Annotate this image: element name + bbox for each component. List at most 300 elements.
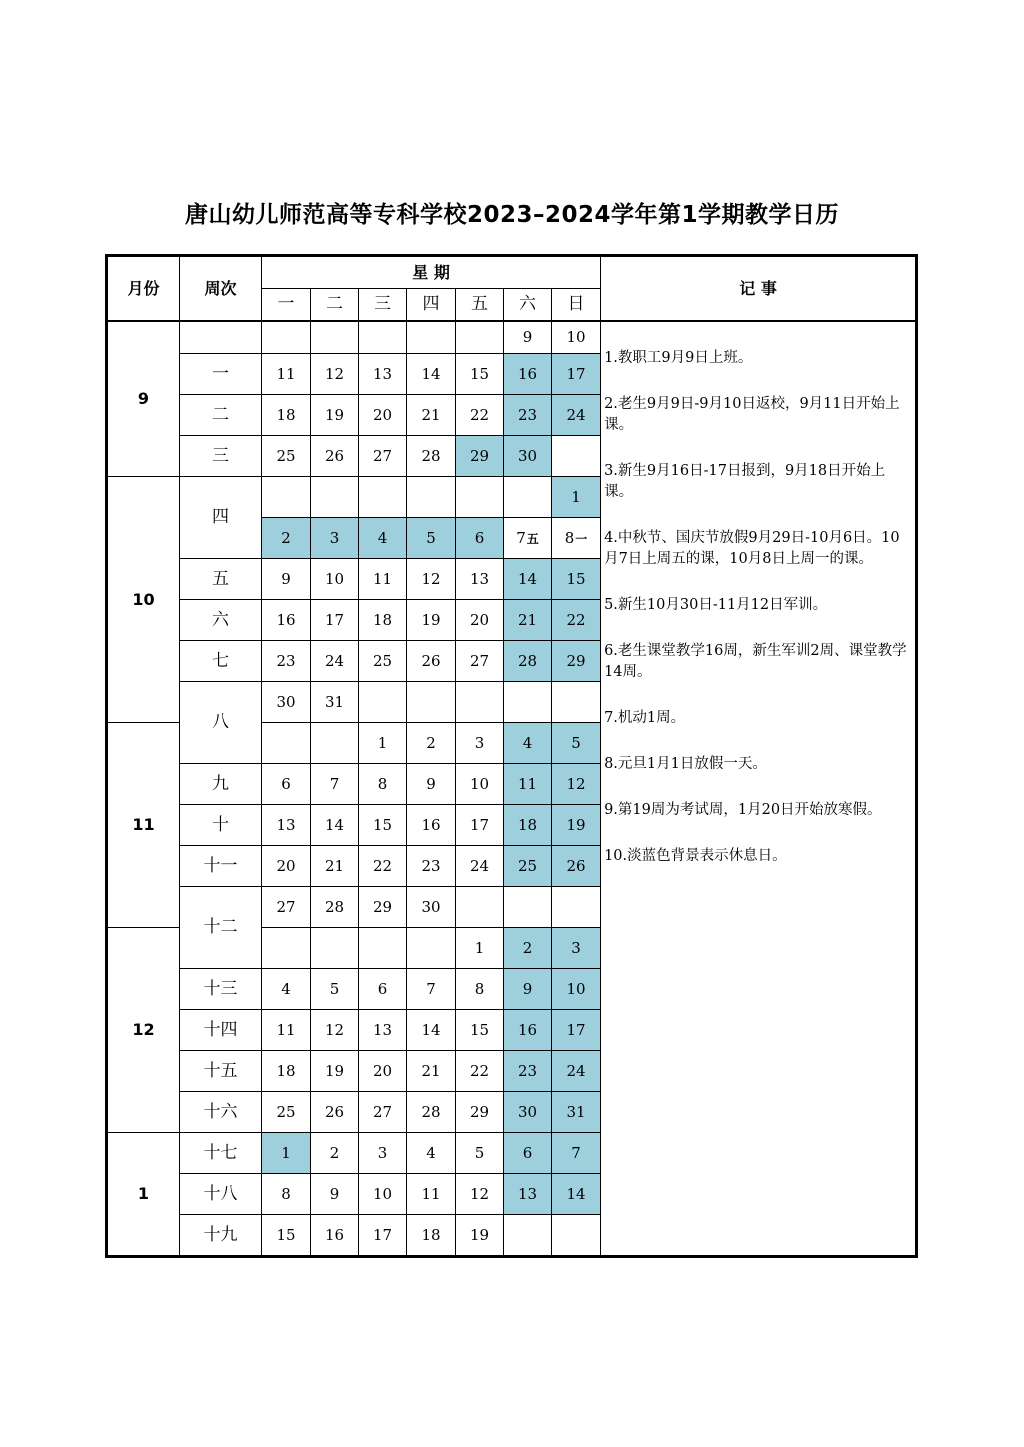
day-number: 2 bbox=[426, 733, 436, 752]
notes-cell bbox=[601, 321, 917, 1257]
day-cell bbox=[359, 1215, 407, 1257]
day-cell bbox=[456, 559, 504, 600]
day-cell bbox=[262, 641, 311, 682]
day-number: 4 bbox=[377, 528, 388, 547]
day-cell bbox=[359, 1092, 407, 1133]
day-cell bbox=[456, 395, 504, 436]
day-cell bbox=[359, 846, 407, 887]
day-number: 21 bbox=[421, 1061, 441, 1080]
day-cell bbox=[504, 395, 552, 436]
day-cell bbox=[456, 641, 504, 682]
day-number: 25 bbox=[517, 856, 538, 875]
day-cell bbox=[311, 436, 359, 477]
day-cell bbox=[262, 321, 311, 354]
day-cell bbox=[552, 1010, 601, 1051]
day-number: 12 bbox=[421, 569, 441, 588]
day-cell bbox=[262, 969, 311, 1010]
day-cell bbox=[359, 805, 407, 846]
day-cell bbox=[311, 600, 359, 641]
day-number: 13 bbox=[469, 569, 490, 588]
day-number: 18 bbox=[276, 405, 296, 424]
week-number-cell: 三 bbox=[180, 436, 262, 477]
day-number: 7 bbox=[329, 774, 340, 793]
day-number: 2 bbox=[281, 528, 291, 547]
day-number: 25 bbox=[276, 1102, 296, 1121]
day-cell bbox=[359, 395, 407, 436]
day-number: 5 bbox=[426, 528, 436, 547]
week-number-cell: 九 bbox=[180, 764, 262, 805]
day-cell bbox=[262, 1215, 311, 1257]
day-cell bbox=[407, 395, 456, 436]
day-cell bbox=[456, 1051, 504, 1092]
day-cell bbox=[407, 805, 456, 846]
day-cell bbox=[552, 1092, 601, 1133]
day-cell bbox=[262, 354, 311, 395]
day-cell bbox=[456, 928, 504, 969]
week-number-cell: 四 bbox=[180, 477, 262, 559]
day-number: 3 bbox=[571, 938, 581, 957]
header-month: 月份 bbox=[107, 256, 180, 322]
day-number: 18 bbox=[421, 1225, 441, 1244]
week-number-cell bbox=[180, 321, 262, 354]
day-number: 23 bbox=[517, 405, 538, 424]
day-cell bbox=[262, 928, 311, 969]
day-number: 17 bbox=[372, 1225, 393, 1244]
day-number: 21 bbox=[324, 856, 345, 875]
day-cell bbox=[262, 887, 311, 928]
day-number: 28 bbox=[517, 651, 538, 670]
day-cell bbox=[552, 1174, 601, 1215]
day-number: 7 bbox=[516, 528, 526, 547]
day-cell bbox=[456, 354, 504, 395]
header-weekday-group: 星 期 bbox=[262, 256, 601, 289]
day-number: 18 bbox=[372, 610, 393, 629]
day-cell bbox=[311, 354, 359, 395]
day-number: 6 bbox=[377, 979, 388, 998]
day-number: 20 bbox=[372, 405, 393, 424]
day-cell bbox=[359, 1174, 407, 1215]
day-number: 17 bbox=[566, 364, 586, 383]
day-number: 5 bbox=[329, 979, 340, 998]
header-notes: 记 事 bbox=[601, 256, 917, 322]
note-item: 7.机动1周。 bbox=[604, 710, 686, 726]
day-cell bbox=[359, 1051, 407, 1092]
day-number: 10 bbox=[324, 569, 345, 588]
week-number-cell: 十五 bbox=[180, 1051, 262, 1092]
day-cell bbox=[359, 1133, 407, 1174]
note-item: 9.第19周为考试周，1月20日开始放寒假。 bbox=[604, 802, 882, 818]
day-number: 17 bbox=[566, 1020, 586, 1039]
day-cell bbox=[262, 1174, 311, 1215]
week-number-cell: 十三 bbox=[180, 969, 262, 1010]
day-cell bbox=[359, 518, 407, 559]
day-cell bbox=[407, 321, 456, 354]
day-cell bbox=[262, 805, 311, 846]
day-cell bbox=[552, 518, 601, 559]
day-cell bbox=[552, 969, 601, 1010]
day-cell bbox=[504, 1051, 552, 1092]
day-cell bbox=[407, 641, 456, 682]
note-item: 6.老生课堂教学16周，新生军训2周、课堂教学14周。 bbox=[604, 643, 907, 680]
day-number: 20 bbox=[469, 610, 490, 629]
day-number: 13 bbox=[372, 364, 393, 383]
day-cell bbox=[504, 969, 552, 1010]
day-cell bbox=[359, 682, 407, 723]
day-number: 2 bbox=[329, 1143, 340, 1162]
day-number: 12 bbox=[324, 364, 345, 383]
note-item: 1.教职工9月9日上班。 bbox=[604, 350, 753, 366]
day-cell bbox=[552, 723, 601, 764]
day-number: 22 bbox=[566, 610, 586, 629]
day-number: 9 bbox=[329, 1184, 340, 1203]
day-cell bbox=[359, 1010, 407, 1051]
month-cell: 12 bbox=[107, 928, 180, 1133]
day-number: 29 bbox=[566, 651, 586, 670]
day-cell bbox=[552, 887, 601, 928]
day-number: 10 bbox=[566, 979, 586, 998]
makeup-day-marker: 五 bbox=[526, 531, 539, 546]
day-cell bbox=[456, 436, 504, 477]
day-cell bbox=[359, 641, 407, 682]
day-cell bbox=[504, 477, 552, 518]
day-cell bbox=[262, 395, 311, 436]
day-cell bbox=[311, 723, 359, 764]
day-cell bbox=[552, 600, 601, 641]
day-number: 11 bbox=[276, 1020, 296, 1039]
day-cell bbox=[359, 559, 407, 600]
day-cell bbox=[504, 1133, 552, 1174]
day-number: 15 bbox=[276, 1225, 296, 1244]
day-number: 16 bbox=[517, 1020, 538, 1039]
day-cell bbox=[504, 354, 552, 395]
day-cell bbox=[456, 1010, 504, 1051]
day-number: 24 bbox=[324, 651, 345, 670]
day-cell bbox=[359, 477, 407, 518]
day-number: 19 bbox=[324, 405, 345, 424]
day-number: 16 bbox=[324, 1225, 345, 1244]
day-number: 19 bbox=[324, 1061, 345, 1080]
day-number: 3 bbox=[329, 528, 340, 547]
day-number: 5 bbox=[571, 733, 581, 752]
day-number: 9 bbox=[522, 328, 533, 346]
day-number: 4 bbox=[522, 733, 533, 752]
day-number: 30 bbox=[517, 446, 538, 465]
week-number-cell: 一 bbox=[180, 354, 262, 395]
day-cell bbox=[311, 1215, 359, 1257]
day-cell bbox=[456, 518, 504, 559]
day-cell bbox=[407, 969, 456, 1010]
day-cell bbox=[359, 354, 407, 395]
day-number: 15 bbox=[372, 815, 393, 834]
day-number: 28 bbox=[421, 1102, 441, 1121]
day-cell bbox=[456, 1174, 504, 1215]
day-cell bbox=[552, 559, 601, 600]
day-number: 3 bbox=[474, 733, 485, 752]
day-number: 19 bbox=[421, 610, 441, 629]
week-number-cell: 五 bbox=[180, 559, 262, 600]
day-cell bbox=[262, 600, 311, 641]
day-cell bbox=[552, 436, 601, 477]
day-number: 9 bbox=[522, 979, 533, 998]
day-number: 24 bbox=[469, 856, 490, 875]
day-number: 29 bbox=[469, 446, 490, 465]
day-cell bbox=[407, 682, 456, 723]
day-cell bbox=[504, 1092, 552, 1133]
day-cell bbox=[504, 805, 552, 846]
day-number: 13 bbox=[276, 815, 296, 834]
day-cell bbox=[407, 600, 456, 641]
day-number: 31 bbox=[566, 1102, 586, 1121]
day-number: 7 bbox=[426, 979, 436, 998]
day-cell bbox=[504, 887, 552, 928]
week-number-cell: 二 bbox=[180, 395, 262, 436]
day-cell bbox=[311, 641, 359, 682]
day-number: 28 bbox=[421, 446, 441, 465]
day-cell bbox=[504, 682, 552, 723]
day-cell bbox=[456, 477, 504, 518]
day-cell bbox=[456, 969, 504, 1010]
week-number-cell: 七 bbox=[180, 641, 262, 682]
note-item: 8.元旦1月1日放假一天。 bbox=[604, 756, 767, 772]
week-number-cell: 八 bbox=[180, 682, 262, 764]
week-number-cell: 十九 bbox=[180, 1215, 262, 1257]
day-number: 2 bbox=[522, 938, 533, 957]
day-cell bbox=[407, 477, 456, 518]
day-cell bbox=[407, 1051, 456, 1092]
day-cell bbox=[262, 559, 311, 600]
day-number: 10 bbox=[566, 328, 586, 346]
day-cell bbox=[311, 887, 359, 928]
day-number: 7 bbox=[571, 1143, 581, 1162]
day-cell bbox=[456, 764, 504, 805]
day-cell bbox=[262, 1133, 311, 1174]
day-number: 6 bbox=[474, 528, 485, 547]
day-number: 16 bbox=[421, 815, 441, 834]
day-cell bbox=[262, 518, 311, 559]
note-item: 3.新生9月16日-17日报到，9月18日开始上课。 bbox=[604, 463, 886, 500]
day-cell bbox=[311, 764, 359, 805]
day-cell bbox=[456, 723, 504, 764]
day-number: 5 bbox=[474, 1143, 485, 1162]
note-item: 5.新生10月30日-11月12日军训。 bbox=[604, 597, 828, 613]
week-number-cell: 十六 bbox=[180, 1092, 262, 1133]
day-number: 20 bbox=[372, 1061, 393, 1080]
day-cell bbox=[552, 682, 601, 723]
day-number: 24 bbox=[566, 405, 586, 424]
day-cell bbox=[311, 1133, 359, 1174]
day-cell bbox=[407, 764, 456, 805]
day-number: 6 bbox=[281, 774, 291, 793]
day-number: 26 bbox=[324, 1102, 345, 1121]
day-cell bbox=[552, 1133, 601, 1174]
day-number: 15 bbox=[566, 569, 586, 588]
weekday-header-1: 一 bbox=[262, 289, 311, 322]
day-number: 24 bbox=[566, 1061, 586, 1080]
weekday-header-5: 五 bbox=[456, 289, 504, 322]
weekday-header-4: 四 bbox=[407, 289, 456, 322]
header-week: 周次 bbox=[180, 256, 262, 322]
day-number: 13 bbox=[517, 1184, 538, 1203]
day-number: 28 bbox=[324, 897, 345, 916]
day-cell bbox=[456, 887, 504, 928]
day-cell bbox=[552, 354, 601, 395]
day-number: 12 bbox=[566, 774, 586, 793]
day-number: 21 bbox=[517, 610, 538, 629]
day-number: 30 bbox=[517, 1102, 538, 1121]
day-cell bbox=[359, 764, 407, 805]
day-cell bbox=[407, 928, 456, 969]
day-number: 21 bbox=[421, 405, 441, 424]
day-number: 4 bbox=[281, 979, 291, 998]
day-number: 26 bbox=[324, 446, 345, 465]
day-cell bbox=[552, 846, 601, 887]
day-cell bbox=[456, 1215, 504, 1257]
day-cell bbox=[262, 477, 311, 518]
day-cell bbox=[311, 682, 359, 723]
day-cell bbox=[552, 395, 601, 436]
day-number: 30 bbox=[421, 897, 441, 916]
day-cell bbox=[311, 395, 359, 436]
day-cell bbox=[552, 764, 601, 805]
day-cell bbox=[552, 477, 601, 518]
week-number-cell: 十四 bbox=[180, 1010, 262, 1051]
day-cell bbox=[407, 846, 456, 887]
week-number-cell: 十七 bbox=[180, 1133, 262, 1174]
day-number: 1 bbox=[474, 938, 485, 957]
day-number: 18 bbox=[517, 815, 538, 834]
day-number: 12 bbox=[324, 1020, 345, 1039]
day-number: 16 bbox=[276, 610, 296, 629]
day-cell bbox=[262, 682, 311, 723]
day-number: 10 bbox=[469, 774, 490, 793]
day-cell bbox=[359, 969, 407, 1010]
day-number: 27 bbox=[469, 651, 490, 670]
day-number: 15 bbox=[469, 364, 490, 383]
day-number: 22 bbox=[469, 1061, 490, 1080]
day-number: 19 bbox=[566, 815, 586, 834]
day-cell bbox=[407, 887, 456, 928]
day-number: 14 bbox=[517, 569, 538, 588]
day-cell bbox=[262, 846, 311, 887]
day-cell bbox=[552, 1051, 601, 1092]
day-cell bbox=[407, 559, 456, 600]
day-cell bbox=[407, 436, 456, 477]
day-cell bbox=[407, 1133, 456, 1174]
day-number: 25 bbox=[276, 446, 296, 465]
day-number: 23 bbox=[276, 651, 296, 670]
day-number: 1 bbox=[377, 733, 388, 752]
day-cell bbox=[311, 321, 359, 354]
day-cell bbox=[359, 723, 407, 764]
day-number: 29 bbox=[372, 897, 393, 916]
day-number: 17 bbox=[324, 610, 345, 629]
day-number: 15 bbox=[469, 1020, 490, 1039]
day-cell bbox=[504, 436, 552, 477]
day-cell bbox=[504, 641, 552, 682]
day-cell bbox=[262, 436, 311, 477]
day-number: 9 bbox=[426, 774, 436, 793]
day-number: 10 bbox=[372, 1184, 393, 1203]
month-cell: 1 bbox=[107, 1133, 180, 1257]
day-cell bbox=[311, 477, 359, 518]
day-cell bbox=[262, 764, 311, 805]
day-cell bbox=[407, 723, 456, 764]
day-cell bbox=[552, 321, 601, 354]
day-cell bbox=[359, 928, 407, 969]
day-number: 3 bbox=[377, 1143, 388, 1162]
day-cell bbox=[456, 1092, 504, 1133]
day-number: 19 bbox=[469, 1225, 490, 1244]
day-number: 16 bbox=[517, 364, 538, 383]
day-cell bbox=[552, 928, 601, 969]
day-number: 1 bbox=[281, 1143, 291, 1162]
day-number: 13 bbox=[372, 1020, 393, 1039]
week-row bbox=[107, 321, 917, 354]
week-number-cell: 十八 bbox=[180, 1174, 262, 1215]
day-number: 11 bbox=[517, 774, 538, 793]
day-cell bbox=[311, 928, 359, 969]
day-cell bbox=[311, 1010, 359, 1051]
day-cell bbox=[456, 600, 504, 641]
day-number: 11 bbox=[372, 569, 393, 588]
week-number-cell: 十 bbox=[180, 805, 262, 846]
weekday-header-2: 二 bbox=[311, 289, 359, 322]
day-cell bbox=[407, 1010, 456, 1051]
day-cell bbox=[359, 600, 407, 641]
day-number: 22 bbox=[469, 405, 490, 424]
day-cell bbox=[262, 1010, 311, 1051]
day-number: 11 bbox=[421, 1184, 441, 1203]
week-number-cell: 十二 bbox=[180, 887, 262, 969]
day-number: 12 bbox=[469, 1184, 490, 1203]
day-number: 14 bbox=[421, 364, 441, 383]
week-number-cell: 十一 bbox=[180, 846, 262, 887]
day-cell bbox=[504, 928, 552, 969]
day-number: 14 bbox=[566, 1184, 586, 1203]
day-cell bbox=[407, 1092, 456, 1133]
day-number: 14 bbox=[324, 815, 345, 834]
weekday-header-6: 六 bbox=[504, 289, 552, 322]
note-item: 2.老生9月9日-9月10日返校，9月11日开始上课。 bbox=[604, 396, 900, 433]
day-cell bbox=[311, 1092, 359, 1133]
day-cell bbox=[456, 805, 504, 846]
note-item: 4.中秋节、国庆节放假9月29日-10月6日。10月7日上周五的课，10月8日上周一的课。 bbox=[604, 530, 900, 567]
day-number: 11 bbox=[276, 364, 296, 383]
day-cell bbox=[504, 1215, 552, 1257]
note-item: 10.淡蓝色背景表示休息日。 bbox=[604, 848, 787, 864]
day-number: 31 bbox=[324, 692, 345, 711]
day-cell bbox=[311, 1174, 359, 1215]
day-number: 23 bbox=[421, 856, 441, 875]
day-cell bbox=[311, 518, 359, 559]
day-cell bbox=[311, 969, 359, 1010]
day-cell bbox=[359, 887, 407, 928]
day-cell bbox=[359, 436, 407, 477]
day-cell bbox=[504, 600, 552, 641]
day-cell bbox=[311, 805, 359, 846]
day-cell bbox=[504, 764, 552, 805]
day-number: 27 bbox=[372, 1102, 393, 1121]
day-cell bbox=[407, 354, 456, 395]
day-number: 14 bbox=[421, 1020, 441, 1039]
page-title: 唐山幼儿师范高等专科学校2023–2024学年第1学期教学日历 bbox=[184, 202, 840, 228]
day-cell bbox=[262, 1092, 311, 1133]
day-cell bbox=[552, 805, 601, 846]
day-cell bbox=[407, 1215, 456, 1257]
day-cell bbox=[456, 846, 504, 887]
day-number: 9 bbox=[281, 569, 291, 588]
day-number: 26 bbox=[421, 651, 441, 670]
